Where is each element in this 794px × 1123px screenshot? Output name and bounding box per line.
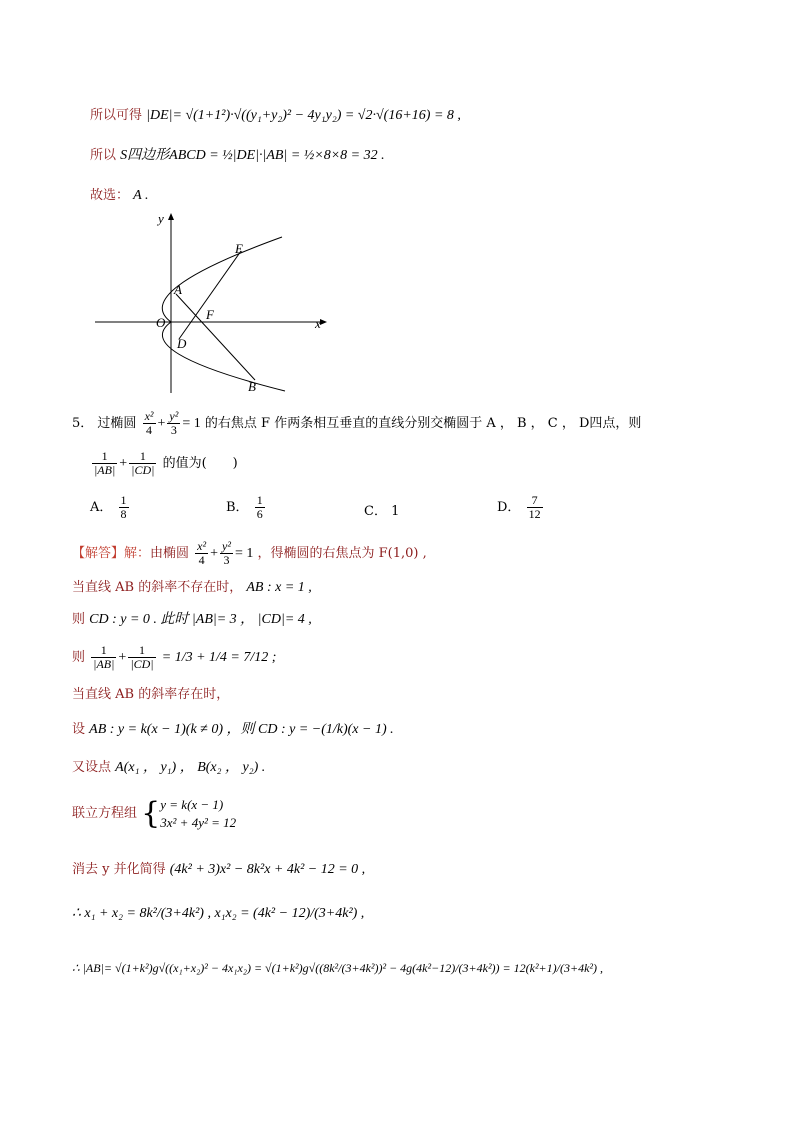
label-e: E xyxy=(235,241,243,256)
answer-tag: 【解答】解： xyxy=(72,546,151,561)
question-number: 5． xyxy=(72,416,94,431)
question-text-c: 的值为( ) xyxy=(162,456,238,471)
y-axis-arrow xyxy=(168,213,174,220)
frac-1-cd: $\frac{1}{|CD|}$ xyxy=(131,449,155,477)
answer-line-10: ∴ x₁ + x₂ = 8k²/(3+4k²) , x₁x₂ = (4k² − 12)/(3+4k²) , xyxy=(72,906,365,921)
option-c[interactable]: C． 1 xyxy=(364,504,400,519)
label-y: y xyxy=(158,211,164,226)
question-5-line2: $\frac{1}{|AB|}$ + $\frac{1}{|CD|}$ 的值为( ) xyxy=(94,449,238,477)
question-text-a: 过椭圆 xyxy=(97,416,137,431)
option-d[interactable]: D． $\frac{7}{12}$ xyxy=(497,493,541,521)
answer-line-3: 则 CD : y = 0 . 此时 |AB|= 3 ， |CD|= 4 , xyxy=(72,612,312,627)
solution-line-area xyxy=(90,146,385,166)
label-b: B xyxy=(248,379,256,394)
question-5-line1: 5． 过椭圆 $\frac{\text{x²}}{4}$ + $\frac{\text{y²}}{3}$ = 1 的右焦点 F 作两条相互垂直的直线分别交椭圆于 A ， B ， C ， D四点，则 xyxy=(72,409,642,437)
line-ab xyxy=(176,294,255,380)
label-o: O xyxy=(156,315,166,330)
option-a[interactable]: A． $\frac{1}{8}$ xyxy=(90,493,127,521)
question-text-b: 的右焦点 F 作两条相互垂直的直线分别交椭圆于 A ， B ， C ， D四点，则 xyxy=(204,416,642,431)
text-choice: 故选： xyxy=(90,188,130,203)
line-de xyxy=(179,251,241,339)
label-d: D xyxy=(177,336,187,351)
parabola-curve xyxy=(162,237,285,391)
answer-line-1: 【解答】解：由椭圆 $\frac{\text{x²}}{4}$ + $\frac{\text{y²}}{3}$ = 1 ，得椭圆的右焦点为 F(1,0) , xyxy=(72,539,427,567)
solution-line-de xyxy=(90,106,461,126)
label-a: A xyxy=(174,282,182,297)
frac-1-ab: $\frac{1}{|AB|}$ xyxy=(94,449,116,477)
answer-line-5: 当直线 AB 的斜率存在时， xyxy=(72,687,230,702)
answer-line-2: 当直线 AB 的斜率不存在时， AB : x = 1 , xyxy=(72,580,312,595)
label-x: x xyxy=(315,316,321,331)
frac-x2-4: $\frac{\text{x²}}{4}$ xyxy=(144,409,154,437)
parabola-figure xyxy=(90,208,350,398)
option-b[interactable]: B． $\frac{1}{6}$ xyxy=(226,493,263,521)
brace-icon: { xyxy=(141,795,161,831)
answer-line-7: 又设点 A(x₁ ， y₁) ， B(x₂ ， y₂) . xyxy=(72,760,266,775)
solution-line-choice xyxy=(90,186,148,206)
choice-answer: A . xyxy=(133,188,149,203)
label-f: F xyxy=(206,307,214,322)
text-prefix: 所以 xyxy=(90,148,117,163)
answer-line-11: ∴ |AB|= √(1+k²)g√((x₁+x₂)² − 4x₁x₂) = √(1+k²)g√((8k²/(3+4k²))² − 4g(4k²−12)/(3+4k²)) = 12(k²+1)/(3+4k²) , xyxy=(72,961,603,975)
x-axis-arrow xyxy=(320,319,327,325)
answer-line-8: 联立方程组 { y = k(x − 1) 3x² + 4y² = 12 xyxy=(72,795,237,831)
math-de: |DE|= √(1+1²)·√((y₁+y₂)² − 4y₁y₂) = √2·√(16+16) = 8 , xyxy=(146,108,461,123)
answer-line-9: 消去 y 并化简得 (4k² + 3)x² − 8k²x + 4k² − 12 = 0 , xyxy=(72,862,366,877)
text-prefix: 所以可得 xyxy=(90,108,143,123)
answer-line-6: 设 AB : y = k(x − 1)(k ≠ 0) ，则 CD : y = −(1/k)(x − 1) . xyxy=(72,722,394,737)
answer-line-4: 则 $\frac{1}{|AB|}$ + $\frac{1}{|CD|}$ = 1/3 + 1/4 = 7/12 ; xyxy=(72,643,277,671)
frac-y2-3: $\frac{\text{y²}}{3}$ xyxy=(169,409,179,437)
math-area: S四边形ABCD = ½|DE|·|AB| = ½×8×8 = 32 . xyxy=(120,148,385,163)
